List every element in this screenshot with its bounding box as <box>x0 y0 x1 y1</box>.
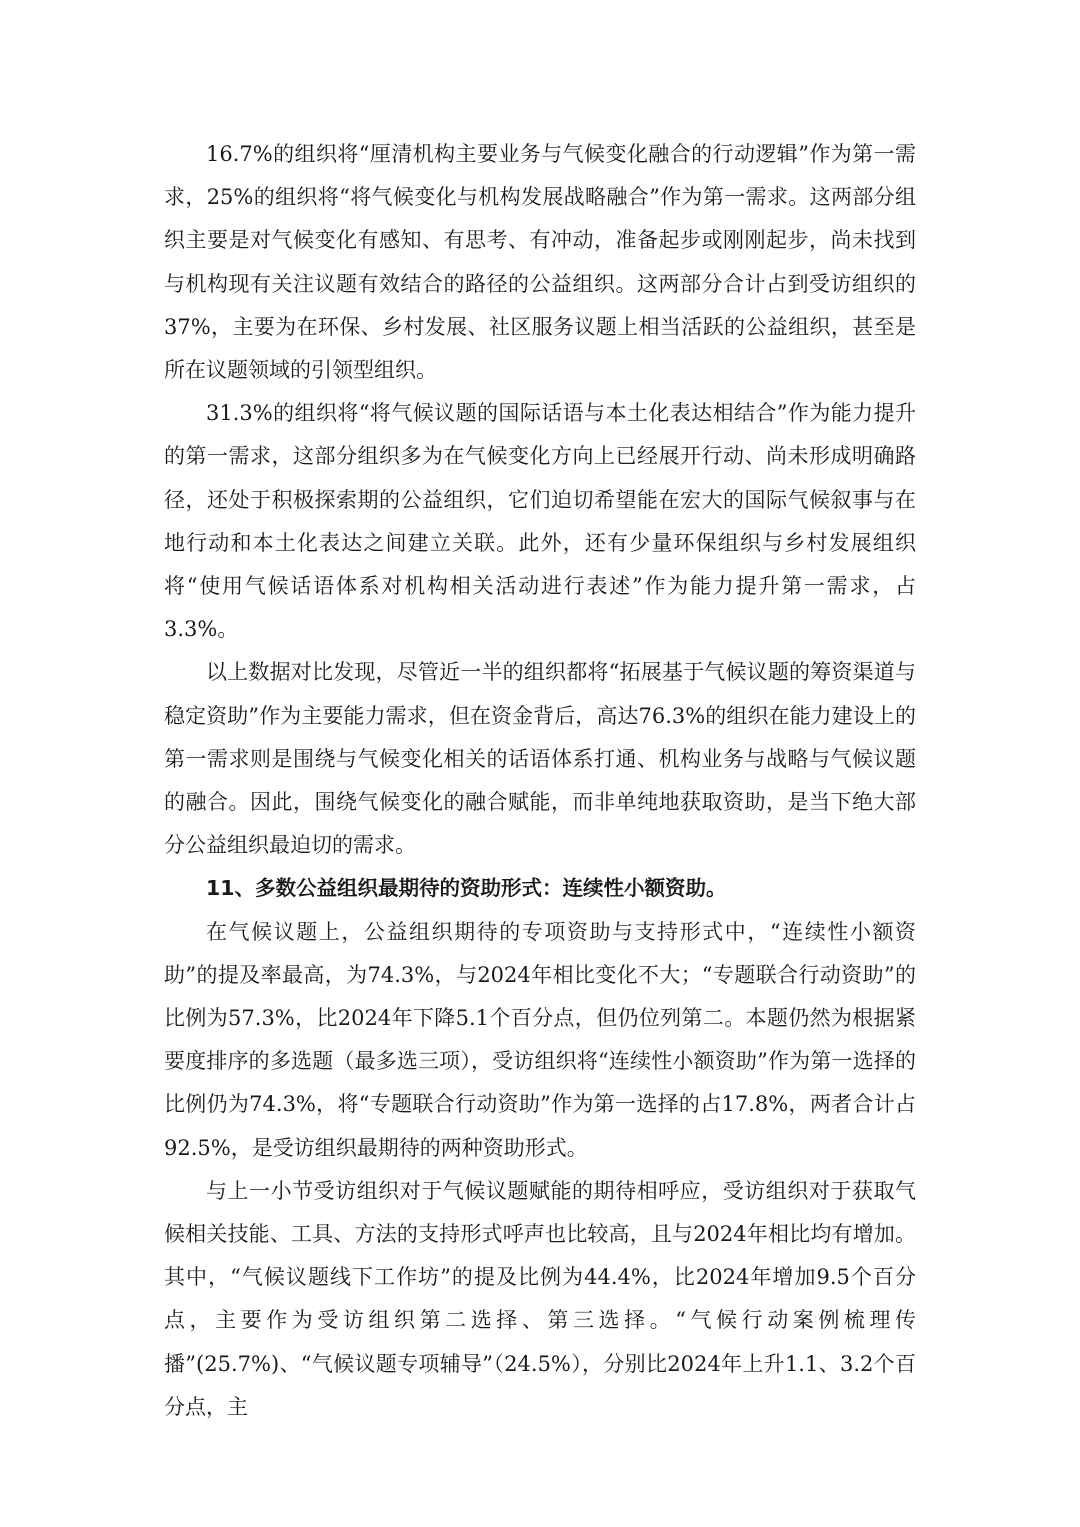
section-heading-funding-forms: 11、多数公益组织最期待的资助形式：连续性小额资助。 <box>206 876 727 901</box>
paragraph-support-forms: 与上一小节受访组织对于气候议题赋能的期待相呼应，受访组织对于获取气候相关技能、工具、方法的支持形式呼声也比较高，且与2024年相比均有增加。其中，“气候议题线下工作坊”的提及比例为44.4%，比2024年增加9.5个百分点，主要作为受访组织第二选择、第三选择。“气候行动案例梳理传播”(25.7%)、“气候议题专项辅导”（24.5%），分别比2024年上升1.1、3.2个百分点，主 <box>164 1178 916 1419</box>
paragraph-international-discourse: 31.3%的组织将“将气候议题的国际话语与本土化表达相结合”作为能力提升的第一需求，这部分组织多为在气候变化方向上已经展开行动、尚未形成明确路径，还处于积极探索期的公益组织，它们迫切希望能在宏大的国际气候叙事与在地行动和本土化表达之间建立关联。此外，还有少量环保组织与乡村发展组织将“使用气候话语体系对机构相关活动进行表述”作为能力提升第一需求，占3.3%。 <box>164 401 916 642</box>
paragraph-data-comparison: 以上数据对比发现，尽管近一半的组织都将“拓展基于气候议题的筹资渠道与稳定资助”作为主要能力需求，但在资金背后，高达76.3%的组织在能力建设上的第一需求则是围绕与气候变化相关的话语体系打通、机构业务与战略与气候议题的融合。因此，围绕气候变化的融合赋能，而非单纯地获取资助，是当下绝大部分公益组织最迫切的需求。 <box>164 660 916 858</box>
paragraph-funding-preferences: 在气候议题上，公益组织期待的专项资助与支持形式中，“连续性小额资助”的提及率最高，为74.3%，与2024年相比变化不大；“专题联合行动资助”的比例为57.3%，比2024年下降5.1个百分点，但仍位列第二。本题仍然为根据紧要度排序的多选题（最多选三项），受访组织将“连续性小额资助”作为第一选择的比例仍为74.3%，将“专题联合行动资助”作为第一选择的占17.8%，两者合计占92.5%，是受访组织最期待的两种资助形式。 <box>164 919 916 1160</box>
document-body <box>164 133 916 1429</box>
paragraph-capacity-needs-integration: 16.7%的组织将“厘清机构主要业务与气候变化融合的行动逻辑”作为第一需求，25%的组织将“将气候变化与机构发展战略融合”作为第一需求。这两部分组织主要是对气候变化有感知、有思考、有冲动，准备起步或刚刚起步，尚未找到与机构现有关注议题有效结合的路径的公益组织。这两部分合计占到受访组织的37%，主要为在环保、乡村发展、社区服务议题上相当活跃的公益组织，甚至是所在议题领域的引领型组织。 <box>164 142 916 383</box>
